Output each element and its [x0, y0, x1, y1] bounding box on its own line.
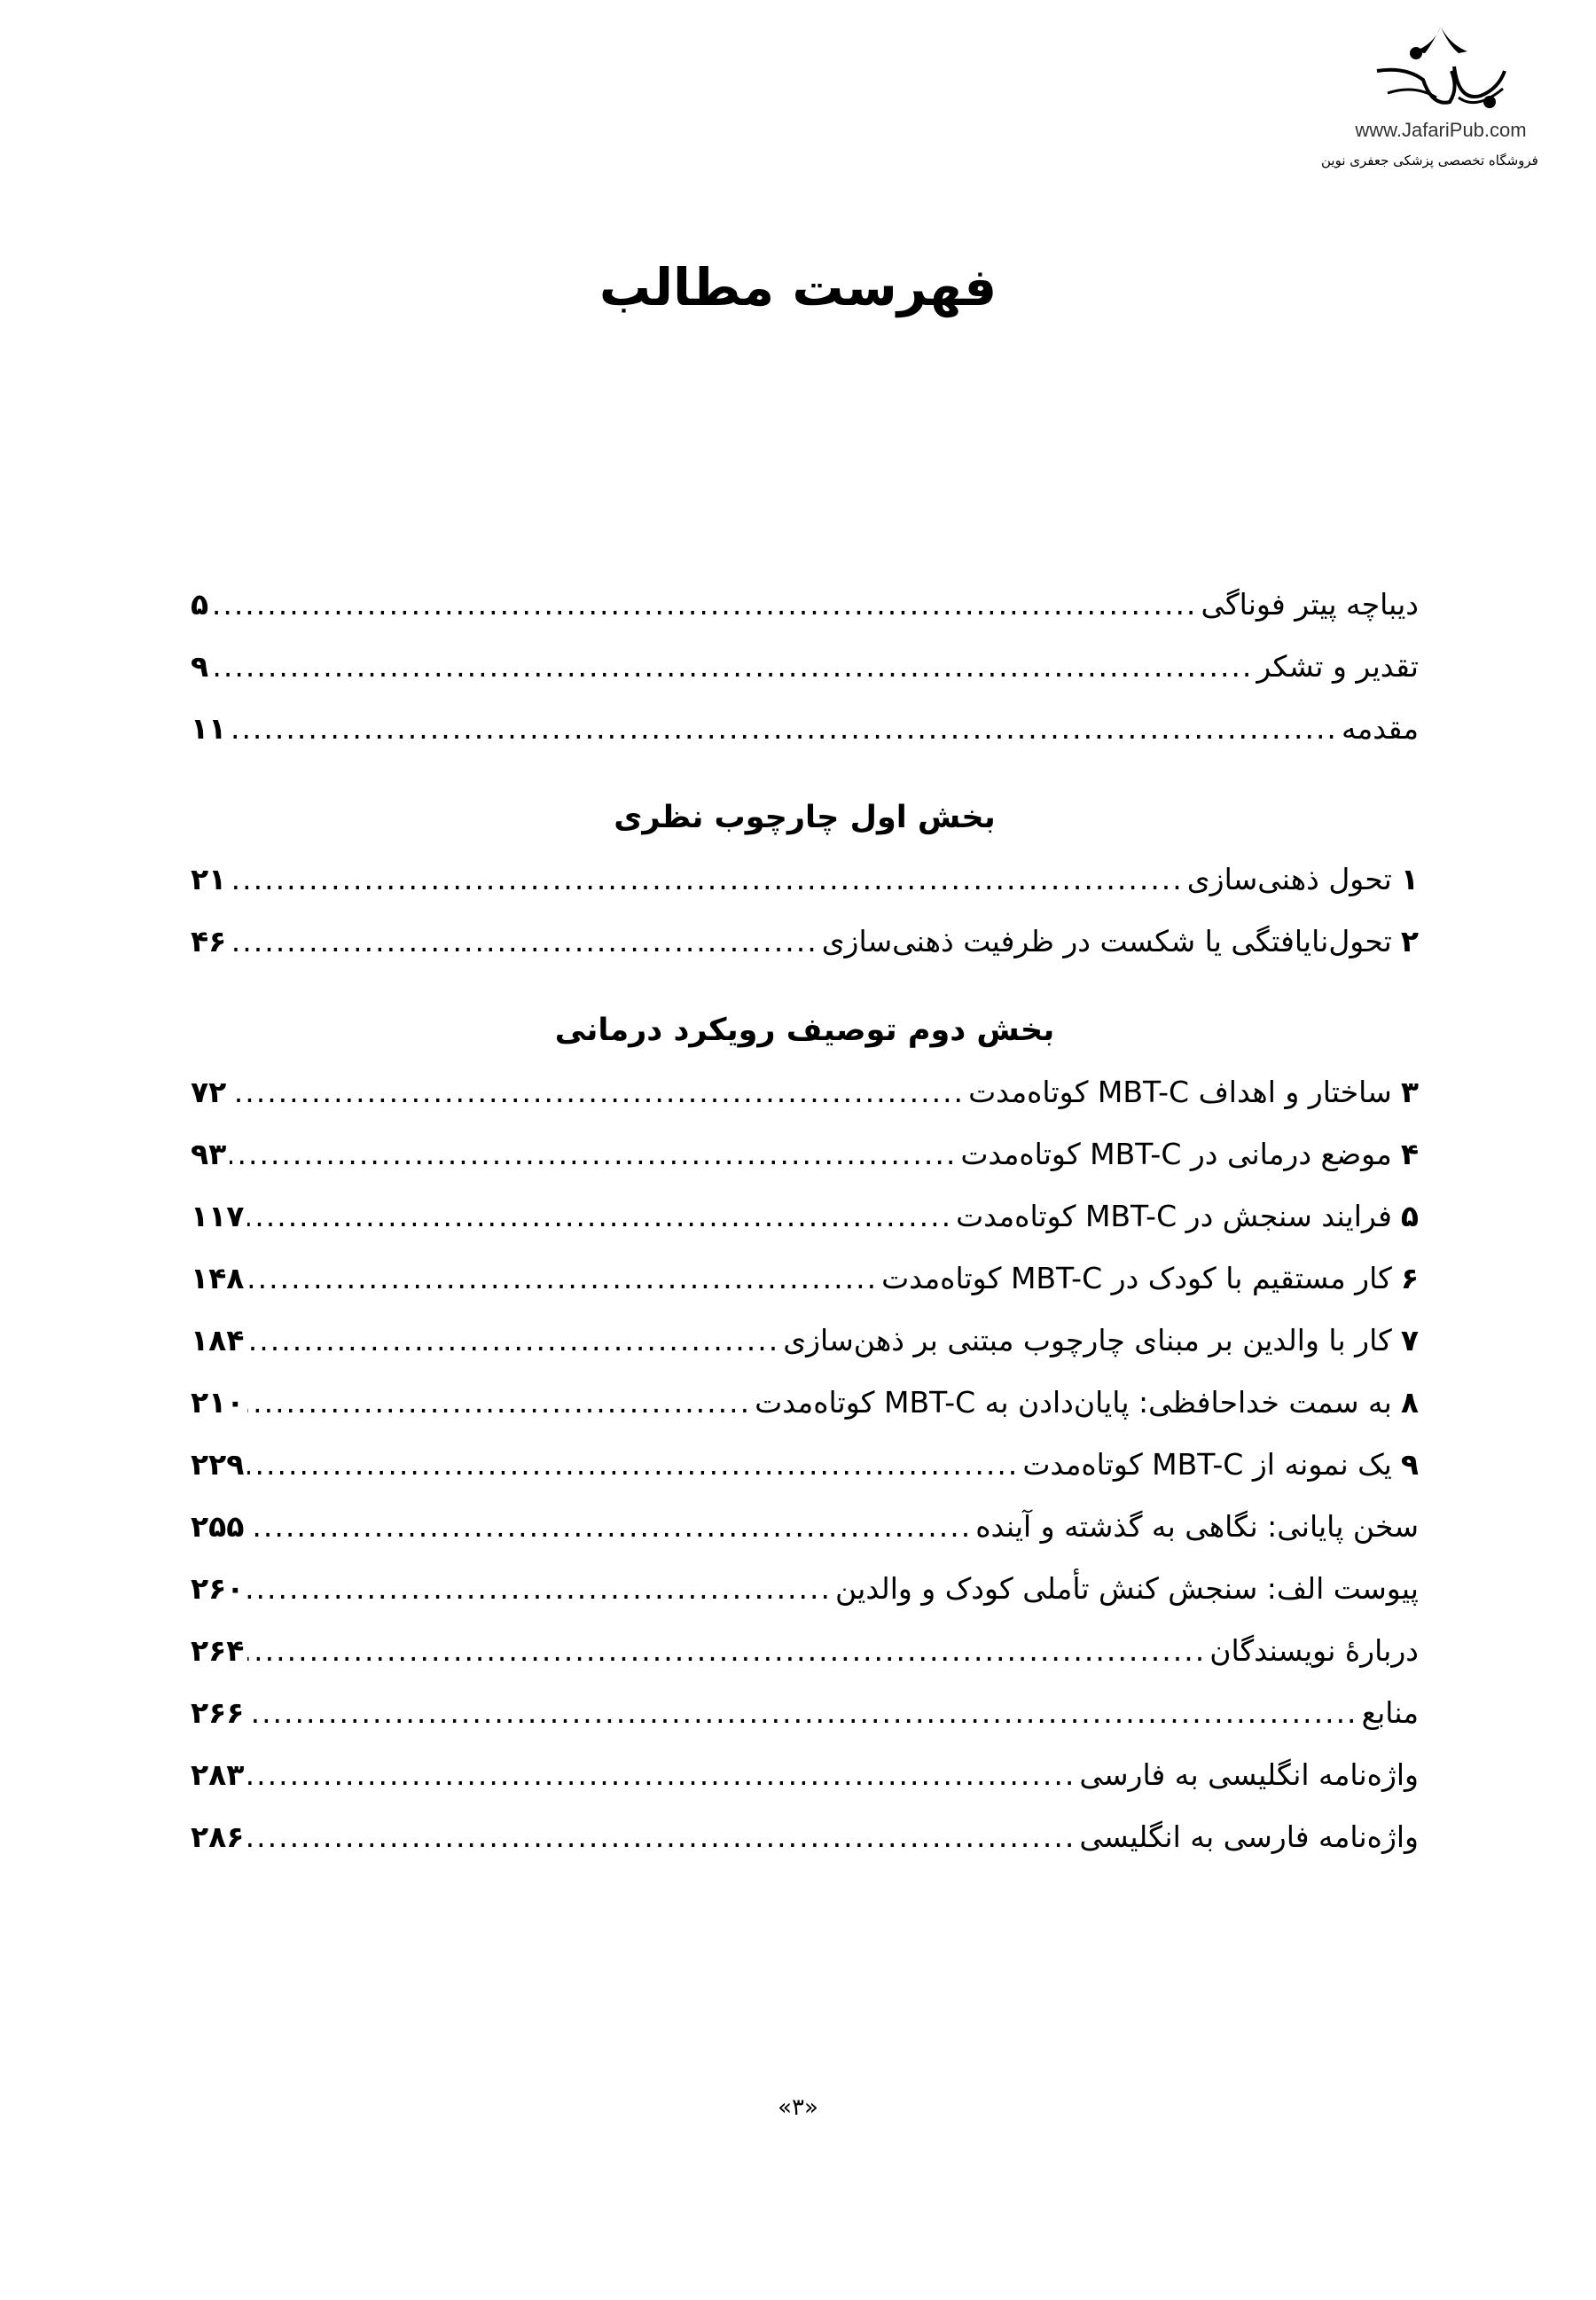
- entry-page: ۱۱۷: [191, 1199, 245, 1233]
- toc-entry: [191, 711, 1419, 773]
- toc-entry: [191, 587, 1419, 649]
- dot-leader: [247, 1385, 751, 1420]
- chapter-number: ۷: [1400, 1323, 1419, 1357]
- entry-title: دیباچه پیتر فوناگی: [1201, 587, 1419, 622]
- entry-title: یک نمونه از MBT-C کوتاه‌مدت: [1022, 1447, 1392, 1482]
- dot-leader: [230, 862, 1184, 896]
- entry-title: تقدیر و تشکر: [1256, 649, 1419, 684]
- entry-page: ۷۲: [191, 1075, 227, 1109]
- entry-page: ۲۲۹: [191, 1447, 245, 1482]
- dot-leader: [247, 1757, 1076, 1792]
- dot-leader: [230, 1075, 965, 1109]
- entry-page: ۲۶۰: [191, 1571, 245, 1606]
- dot-leader: [247, 1261, 878, 1295]
- toc-entry: [191, 1261, 1419, 1323]
- toc-front: [191, 587, 1419, 1881]
- page-title: فهرست مطالب: [598, 257, 998, 317]
- entry-page: ۲۵۵: [191, 1509, 245, 1544]
- entry-page: ۱۱: [191, 711, 227, 746]
- toc-entry: [191, 1137, 1419, 1199]
- entry-title: سخن پایانی: نگاهی به گذشته و آینده: [975, 1509, 1419, 1544]
- entry-page: ۲۶۴: [191, 1633, 245, 1668]
- calligraphy-logo-icon: [1370, 18, 1512, 124]
- entry-title: کار با والدین بر مبنای چارچوب مبتنی بر ذهن‌سازی: [783, 1323, 1392, 1357]
- toc-entry: [191, 1323, 1419, 1385]
- dot-leader: [247, 1509, 972, 1544]
- dot-leader: [247, 1199, 952, 1233]
- entry-page: ۲۱: [191, 862, 227, 896]
- chapter-number: ۸: [1400, 1385, 1419, 1420]
- entry-page: ۲۶۶: [191, 1695, 245, 1730]
- dot-leader: [230, 711, 1338, 746]
- publisher-tagline: فروشگاه تخصصی پزشکی جعفری نوین: [1321, 153, 1538, 168]
- entry-page: ۴۶: [191, 924, 227, 958]
- dot-leader: [247, 1447, 1019, 1482]
- part-heading: بخش اول چارچوب نظری: [614, 800, 996, 835]
- publisher-logo: [1303, 18, 1578, 177]
- entry-title: دربارهٔ نویسندگان: [1209, 1633, 1419, 1668]
- toc-entry: [191, 1199, 1419, 1261]
- publisher-url: www.JafariPub.com: [1355, 119, 1527, 141]
- entry-title: تحول ذهنی‌سازی: [1186, 862, 1392, 896]
- dot-leader: [247, 1571, 832, 1606]
- chapter-number: ۵: [1400, 1199, 1419, 1233]
- dot-leader: [212, 587, 1197, 622]
- entry-page: ۱۸۴: [191, 1323, 245, 1357]
- entry-page: ۹۳: [191, 1137, 227, 1171]
- dot-leader: [247, 1323, 779, 1357]
- dot-leader: [247, 1633, 1206, 1668]
- entry-title: مقدمه: [1341, 711, 1419, 746]
- dot-leader: [247, 1695, 1357, 1730]
- entry-title: موضع درمانی در MBT-C کوتاه‌مدت: [960, 1137, 1392, 1171]
- toc-entry: [191, 1633, 1419, 1695]
- entry-page: ۱۴۸: [191, 1261, 245, 1295]
- entry-title: تحول‌نایافتگی یا شکست در ظرفیت ذهنی‌سازی: [821, 924, 1392, 958]
- entry-page: ۹: [191, 649, 209, 684]
- entry-title: پیوست الف: سنجش کنش تأملی کودک و والدین: [835, 1571, 1419, 1606]
- toc-entry: [191, 1695, 1419, 1757]
- toc-entry: [191, 1385, 1419, 1447]
- entry-page: ۲۸۶: [191, 1819, 245, 1854]
- dot-leader: [247, 1819, 1076, 1854]
- chapter-number: ۹: [1400, 1447, 1419, 1482]
- entry-page: ۲۸۳: [191, 1757, 245, 1792]
- chapter-number: ۲: [1400, 924, 1419, 958]
- toc-entry: [191, 1509, 1419, 1571]
- entry-title: واژه‌نامه فارسی به انگلیسی: [1079, 1819, 1419, 1854]
- page-number: «۳»: [778, 2094, 818, 2121]
- entry-title: فرایند سنجش در MBT-C کوتاه‌مدت: [956, 1199, 1392, 1233]
- toc-entry: [191, 1571, 1419, 1633]
- entry-title: کار مستقیم با کودک در MBT-C کوتاه‌مدت: [881, 1261, 1392, 1295]
- toc-entry: [191, 1819, 1419, 1881]
- chapter-number: ۳: [1400, 1075, 1419, 1109]
- toc-entry: [191, 649, 1419, 711]
- entry-title: ساختار و اهداف MBT-C کوتاه‌مدت: [968, 1075, 1392, 1109]
- toc-entry: [191, 1075, 1419, 1137]
- toc-entry: [191, 1757, 1419, 1819]
- entry-title: به سمت خداحافظی: پایان‌دادن به MBT-C کوتاه‌مدت: [755, 1385, 1392, 1420]
- entry-page: ۲۱۰: [191, 1385, 245, 1420]
- entry-title: منابع: [1361, 1695, 1419, 1730]
- toc-entry: [191, 862, 1419, 924]
- entry-page: ۵: [191, 587, 209, 622]
- entry-title: واژه‌نامه انگلیسی به فارسی: [1079, 1757, 1419, 1792]
- dot-leader: [230, 924, 818, 958]
- dot-leader: [212, 649, 1253, 684]
- part-heading: بخش دوم توصیف رویکرد درمانی: [554, 1013, 1055, 1048]
- chapter-number: ۴: [1400, 1137, 1419, 1171]
- toc-entry: [191, 1447, 1419, 1509]
- dot-leader: [230, 1137, 957, 1171]
- chapter-number: ۱: [1400, 862, 1419, 896]
- toc-entry: [191, 924, 1419, 986]
- chapter-number: ۶: [1400, 1261, 1419, 1295]
